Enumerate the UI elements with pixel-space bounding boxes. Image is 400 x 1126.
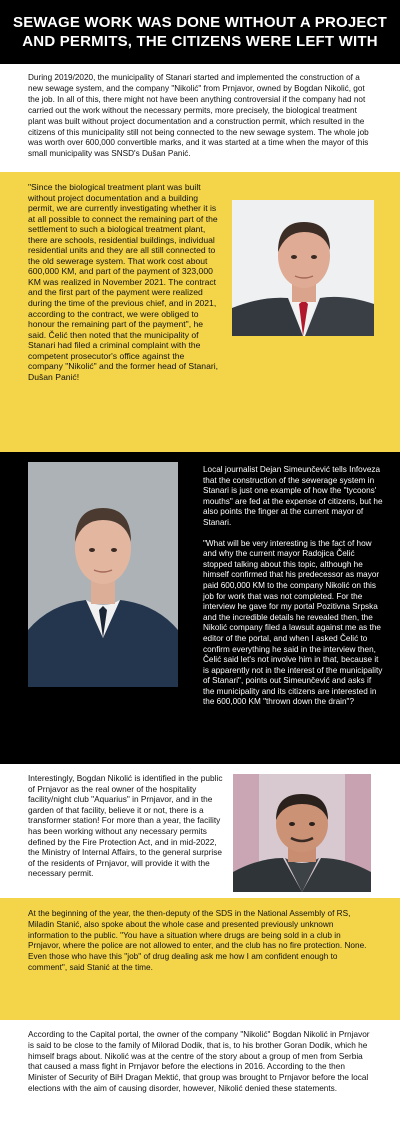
nikolic-section	[0, 764, 400, 898]
nikolic-portrait-photo	[233, 774, 371, 892]
journalist-paragraph-1: Local journalist Dejan Simeunčević tells Infoveza that the construction of the sewerage system in Stanari is just one example of how the "tycoons' mouths" are fed at the expense of citizens, but he also points the finger at the current mayor of Stanari.	[203, 465, 383, 527]
journalist-section	[0, 452, 400, 764]
stanic-paragraph: At the beginning of the year, the then-deputy of the SDS in the National Assembly of RS, Miladin Stanić, also spoke about the whole case and presented previously unknown information to the public. "You have a situation where drugs are being sold in a club in Prnjavor, where the police are not allowed to enter, and the club has no fire protection. None. Even those who have this "job" of drug dealing ask me how I am confident enough to comment", said Stanić at the time.	[28, 909, 367, 972]
title-line-2: AND PERMITS, THE CITIZENS WERE LEFT WITH	[22, 33, 378, 50]
stanic-section	[0, 898, 400, 1020]
mayor-portrait-photo	[232, 200, 374, 336]
page-header	[0, 0, 400, 64]
journalist-text	[203, 465, 383, 708]
nikolic-paragraph: Interestingly, Bogdan Nikolić is identified in the public of Prnjavor as the real owner of the hospitality facility/night club "Aquarius" in Prnjavor, and in the garden of that facility, believe it or not, there is a transformer station! For more than a year, the facility has been working without any necessary permits defined by the Fire Protection Act, and in mid-2022, the Ministry of Internal Affairs, to the general surprise of the residents of Prnjavor, will provide it with the necessary permit.	[28, 773, 223, 879]
intro-paragraph: During 2019/2020, the municipality of Stanari started and implemented the construction of a new sewage system, and the company "Nikolić" from Prnjavor, owned by Bogdan Nikolić, got the job. In all of this, there might not have been anything controversial if the company had not carried out the work without the necessary permits, more precisely, the biological treatment plant was built without project documentation and a construction permit, which resulted in the citizens of this municipality still not being connected to the new sewage system. The whole job was worth over 600,000 convertible marks, and it was started at a time when the mayor of this small municipality was SNSD's Dušan Panić.	[28, 73, 369, 159]
capital-paragraph: According to the Capital portal, the owner of the company "Nikolić" Bogdan Nikolić in Prnjavor is said to be close to the family of Milorad Dodik, that is, to his brother Goran Dodik, which he himself brags about. Nikolić was at the centre of the story about a group of men from Serbia that caused a mass fight in Prnjavor before the elections in 2016. According to the then Minister of Security of BiH Dragan Mektić, that group was brought to Prnjavor before the local elections with the aim of causing disorder, however, Nikolić denied these statements.	[28, 1030, 370, 1093]
mayor-quote-paragraph: "Since the biological treatment plant was built without project documentation and a building permit, we are currently investigating whether it is at all possible to connect the remaining part of the settlement to such a biological treatment plant, there are schools, residential buildings, individual residential units and they are all still connected to the old sewerage system. That work cost about 600,000 KM, and part of the payment of 323,000 KM was realized in November 2021. The contract and the first part of the payment were realized during the time of the previous chief, and in 2021, according to the contract, we were obliged to honour the remaining part of the payment", he said. Čelić then noted that the municipality of Stanari had filed a criminal complaint with the competent prosecutor's office against the company "Nikolić" and the former head of Stanari, Dušan Panić!	[28, 182, 219, 382]
journalist-portrait-photo	[28, 462, 178, 687]
capital-section	[0, 1020, 400, 1126]
title-line-1: SEWAGE WORK WAS DONE WITHOUT A PROJECT	[13, 14, 387, 31]
intro-section	[0, 64, 400, 172]
mayor-quote-section	[0, 172, 400, 452]
journalist-paragraph-2: "What will be very interesting is the fact of how and why the current mayor Radojica Čelić stopped talking about this topic, although he himself confirmed that his predecessor as mayor paid 600,000 KM to the company Nikolić on this job for work that was not completed. For the interview he gave for my portal Pozitivna Srpska and the incredible details he revealed then, the Nikolić company filed a lawsuit against me as the editor of the portal, and when I asked Čelić to confirm everything he said in the interview then, Čelić said let's not involve him in that, because it is apparently not in the interest of the municipality of Stanari", points out Simeunčević and asks if the municipality and its citizens are interested in the 600,000 KM "thrown down the drain"?	[203, 538, 383, 707]
page-title	[0, 0, 400, 51]
